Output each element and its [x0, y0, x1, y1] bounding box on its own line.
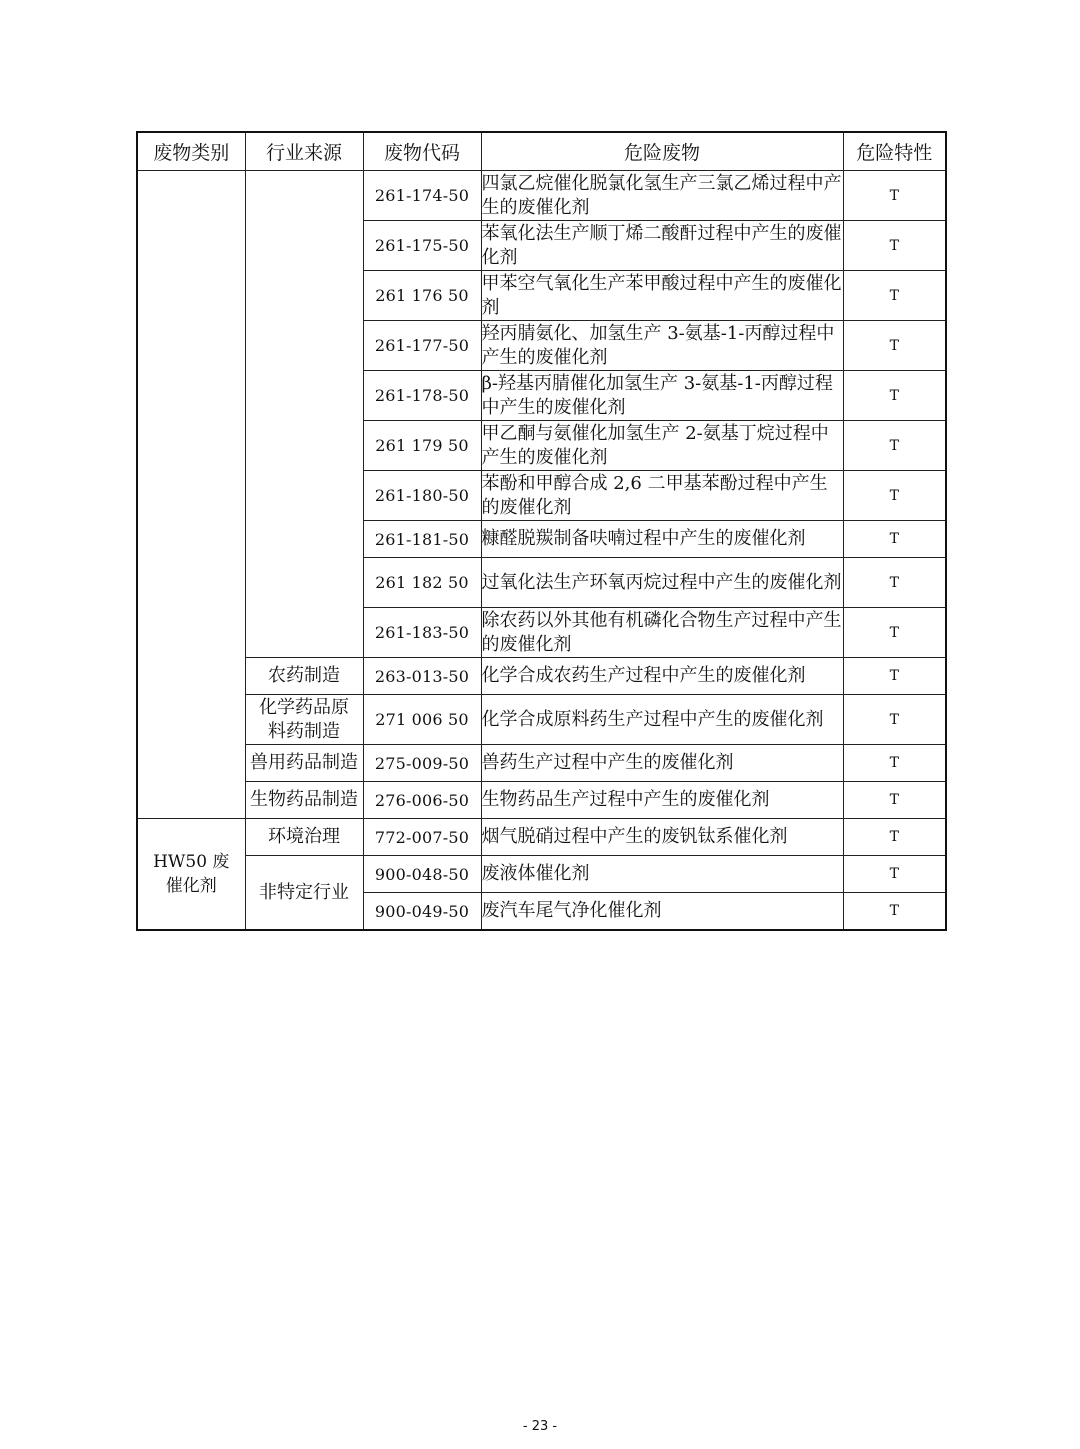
hazard-property: T [843, 271, 946, 321]
waste-code: 261 176 50 [363, 271, 481, 321]
industry-source: 化学药品原料药制造 [245, 695, 363, 745]
hazard-property: T [843, 321, 946, 371]
waste-code: 261-174-50 [363, 171, 481, 221]
waste-description: 废汽车尾气净化催化剂 [481, 893, 843, 931]
waste-code: 261-180-50 [363, 471, 481, 521]
waste-code: 261-177-50 [363, 321, 481, 371]
hazard-property: T [843, 856, 946, 893]
waste-code: 261-181-50 [363, 521, 481, 558]
hazard-property: T [843, 893, 946, 931]
table-row [137, 658, 946, 695]
industry-source: 生物药品制造 [245, 782, 363, 819]
hazard-property: T [843, 819, 946, 856]
page-number: - 23 - [522, 1419, 558, 1434]
waste-description: 废液体催化剂 [481, 856, 843, 893]
industry-source: 非特定行业 [245, 856, 363, 931]
waste-code: 261 179 50 [363, 421, 481, 471]
waste-code: 900-048-50 [363, 856, 481, 893]
table-row [137, 171, 946, 221]
header-waste-code: 废物代码 [363, 132, 481, 171]
waste-description: 苯酚和甲醇合成 2,6 二甲基苯酚过程中产生的废催化剂 [481, 471, 843, 521]
table-row [137, 745, 946, 782]
waste-description: 过氧化法生产环氧丙烷过程中产生的废催化剂 [481, 558, 843, 608]
waste-description: 兽药生产过程中产生的废催化剂 [481, 745, 843, 782]
waste-category: HW50 废催化剂 [137, 819, 245, 931]
source-cell-empty [245, 171, 363, 658]
table-row [137, 782, 946, 819]
hazardous-waste-table [136, 131, 947, 931]
header-hazard-property: 危险特性 [843, 132, 946, 171]
waste-code: 772-007-50 [363, 819, 481, 856]
header-industry-source: 行业来源 [245, 132, 363, 171]
waste-code: 271 006 50 [363, 695, 481, 745]
waste-code: 263-013-50 [363, 658, 481, 695]
industry-source: 兽用药品制造 [245, 745, 363, 782]
hazard-property: T [843, 421, 946, 471]
header-hazardous-waste: 危险废物 [481, 132, 843, 171]
waste-description: 糠醛脱羰制备呋喃过程中产生的废催化剂 [481, 521, 843, 558]
hazard-property: T [843, 745, 946, 782]
hazard-property: T [843, 471, 946, 521]
industry-source: 环境治理 [245, 819, 363, 856]
waste-description: 甲乙酮与氨催化加氢生产 2-氨基丁烷过程中产生的废催化剂 [481, 421, 843, 471]
waste-description: 化学合成原料药生产过程中产生的废催化剂 [481, 695, 843, 745]
waste-code: 261-178-50 [363, 371, 481, 421]
table-header-row [137, 132, 946, 171]
waste-code: 261 182 50 [363, 558, 481, 608]
waste-description: 甲苯空气氧化生产苯甲酸过程中产生的废催化剂 [481, 271, 843, 321]
waste-description: 除农药以外其他有机磷化合物生产过程中产生的废催化剂 [481, 608, 843, 658]
waste-code: 275-009-50 [363, 745, 481, 782]
hazard-property: T [843, 171, 946, 221]
hazard-property: T [843, 782, 946, 819]
waste-description: 化学合成农药生产过程中产生的废催化剂 [481, 658, 843, 695]
table-row [137, 856, 946, 893]
table-row [137, 819, 946, 856]
waste-description: 烟气脱硝过程中产生的废钒钛系催化剂 [481, 819, 843, 856]
waste-description: 生物药品生产过程中产生的废催化剂 [481, 782, 843, 819]
table-row [137, 695, 946, 745]
hazard-property: T [843, 658, 946, 695]
waste-code: 900-049-50 [363, 893, 481, 931]
waste-code: 276-006-50 [363, 782, 481, 819]
waste-description: 羟丙腈氨化、加氢生产 3-氨基-1-丙醇过程中产生的废催化剂 [481, 321, 843, 371]
hazard-property: T [843, 221, 946, 271]
waste-code: 261-183-50 [363, 608, 481, 658]
waste-description: β-羟基丙腈催化加氢生产 3-氨基-1-丙醇过程中产生的废催化剂 [481, 371, 843, 421]
hazard-property: T [843, 695, 946, 745]
header-category: 废物类别 [137, 132, 245, 171]
waste-description: 四氯乙烷催化脱氯化氢生产三氯乙烯过程中产生的废催化剂 [481, 171, 843, 221]
industry-source: 农药制造 [245, 658, 363, 695]
waste-description: 苯氧化法生产顺丁烯二酸酐过程中产生的废催化剂 [481, 221, 843, 271]
waste-code: 261-175-50 [363, 221, 481, 271]
category-cell-empty [137, 171, 245, 819]
hazard-property: T [843, 608, 946, 658]
hazard-property: T [843, 371, 946, 421]
hazard-property: T [843, 521, 946, 558]
hazard-property: T [843, 558, 946, 608]
